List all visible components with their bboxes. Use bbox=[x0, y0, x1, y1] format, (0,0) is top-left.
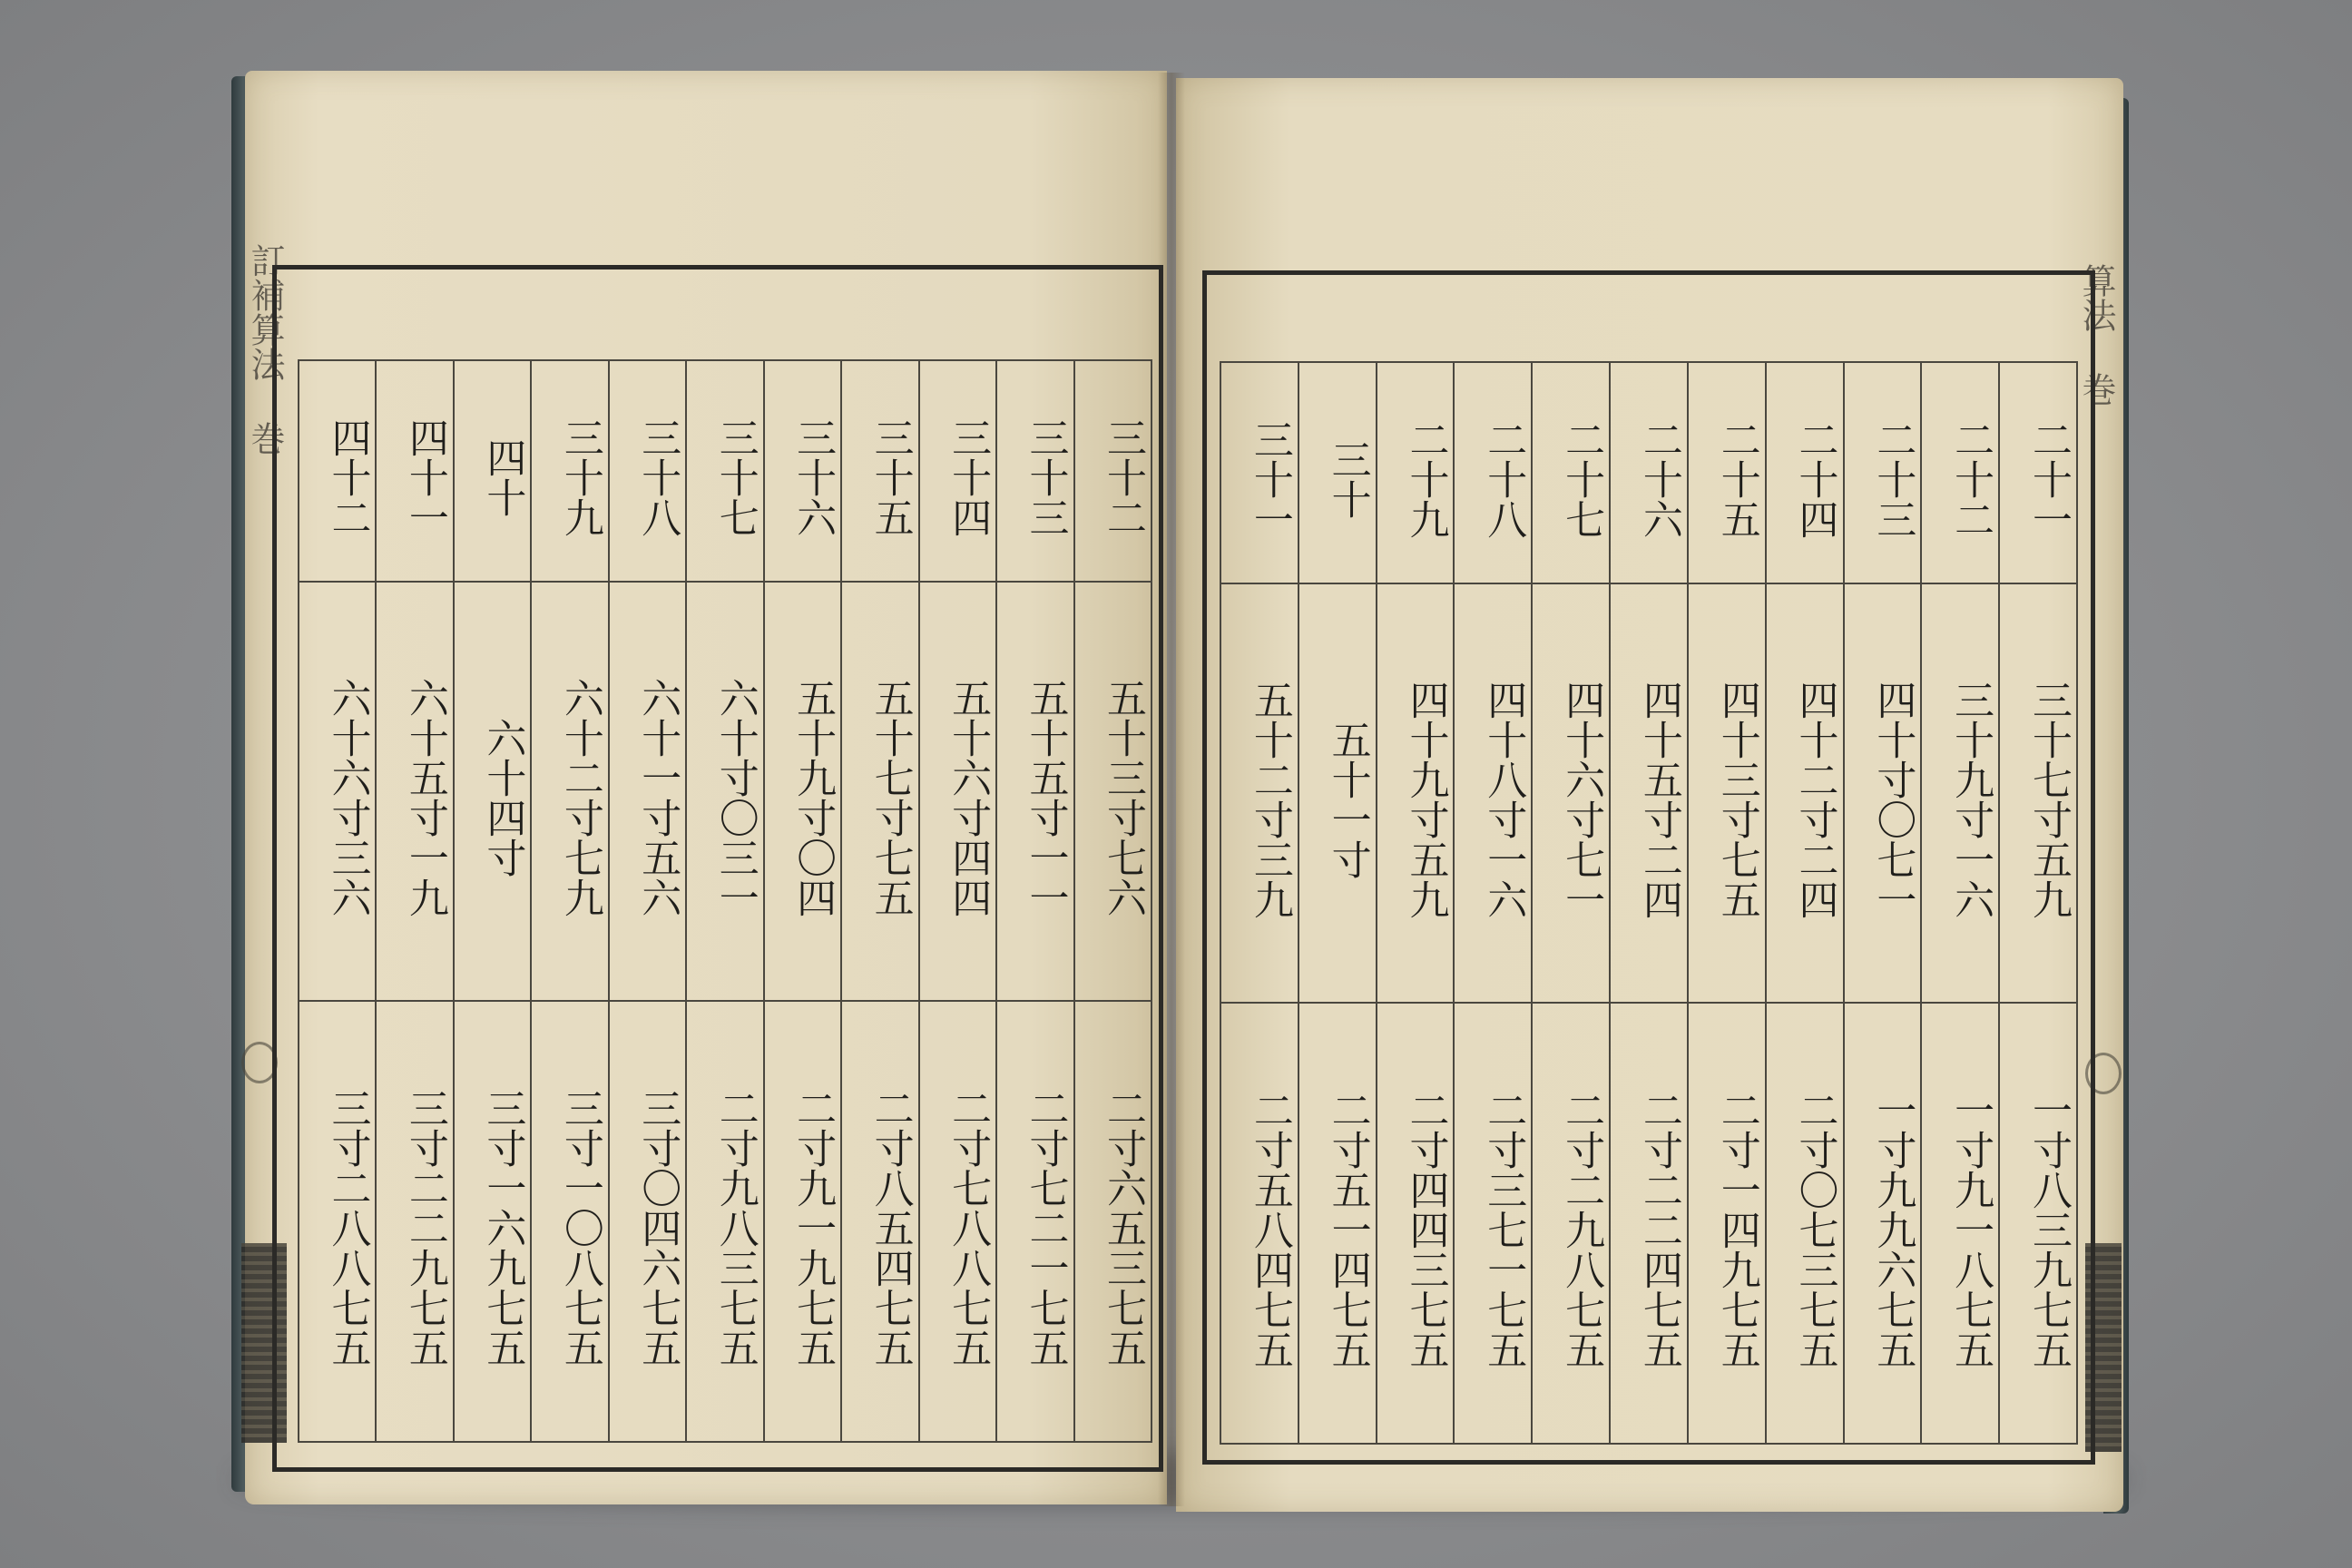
table-cell: 一寸九九六七五 bbox=[1844, 1003, 1922, 1444]
table-cell: 四十八寸一六 bbox=[1454, 583, 1532, 1003]
table-row-index bbox=[299, 360, 1152, 582]
table-cell: 二十三 bbox=[1844, 362, 1922, 583]
table-cell: 三十 bbox=[1298, 362, 1377, 583]
table-cell: 三十七寸五九 bbox=[1999, 583, 2077, 1003]
table-cell: 三十九 bbox=[531, 360, 608, 582]
table-cell: 三寸二八八七五 bbox=[299, 1001, 376, 1442]
table-cell: 四十九寸五九 bbox=[1377, 583, 1455, 1003]
table-cell: 二十二 bbox=[1921, 362, 1999, 583]
table-cell: 六十五寸一九 bbox=[376, 582, 453, 1001]
table-cell: 三寸一六九七五 bbox=[454, 1001, 531, 1442]
table-cell: 三十七 bbox=[686, 360, 763, 582]
table-cell: 三寸〇四六七五 bbox=[609, 1001, 686, 1442]
table-cell: 四十 bbox=[454, 360, 531, 582]
table-cell: 二寸一四九七五 bbox=[1688, 1003, 1766, 1444]
left-margin-title: 訂補算法 巻 bbox=[245, 243, 285, 456]
table-cell: 二十七 bbox=[1532, 362, 1610, 583]
table-row-value bbox=[299, 1001, 1152, 1442]
table-cell: 六十六寸三六 bbox=[299, 582, 376, 1001]
table-cell: 四十寸〇七一 bbox=[1844, 583, 1922, 1003]
table-cell: 二寸六五三七五 bbox=[1074, 1001, 1152, 1442]
table-cell: 二寸五一四七五 bbox=[1298, 1003, 1377, 1444]
table-cell: 三寸一〇八七五 bbox=[531, 1001, 608, 1442]
table-cell: 二十五 bbox=[1688, 362, 1766, 583]
table-cell: 二寸四四三七五 bbox=[1377, 1003, 1455, 1444]
table-cell: 二十四 bbox=[1766, 362, 1844, 583]
right-table bbox=[1220, 361, 2078, 1445]
table-cell: 二十一 bbox=[1999, 362, 2077, 583]
table-cell: 二寸二九八七五 bbox=[1532, 1003, 1610, 1444]
table-cell: 一寸八三九七五 bbox=[1999, 1003, 2077, 1444]
table-cell: 四十五寸二四 bbox=[1610, 583, 1688, 1003]
table-cell: 三寸二二九七五 bbox=[376, 1001, 453, 1442]
table-row-value bbox=[1220, 1003, 2077, 1444]
table-cell: 二寸二二四七五 bbox=[1610, 1003, 1688, 1444]
table-cell: 三十四 bbox=[919, 360, 996, 582]
right-margin-title: 算法 巻 bbox=[2076, 263, 2116, 407]
table-cell: 二寸八五四七五 bbox=[841, 1001, 918, 1442]
table-cell: 四十二寸二四 bbox=[1766, 583, 1844, 1003]
table-cell: 四十六寸七一 bbox=[1532, 583, 1610, 1003]
table-cell: 六十四寸 bbox=[454, 582, 531, 1001]
table-row-square bbox=[299, 582, 1152, 1001]
table-cell: 五十六寸四四 bbox=[919, 582, 996, 1001]
table-cell: 二十八 bbox=[1454, 362, 1532, 583]
table-cell: 三十九寸一六 bbox=[1921, 583, 1999, 1003]
table-cell: 六十二寸七九 bbox=[531, 582, 608, 1001]
table-cell: 二寸九八三七五 bbox=[686, 1001, 763, 1442]
table-cell: 六十一寸五六 bbox=[609, 582, 686, 1001]
table-cell: 四十二 bbox=[299, 360, 376, 582]
table-cell: 五十二寸三九 bbox=[1220, 583, 1298, 1003]
table-cell: 五十五寸一一 bbox=[996, 582, 1073, 1001]
table-cell: 五十一寸 bbox=[1298, 583, 1377, 1003]
table-cell: 二寸〇七三七五 bbox=[1766, 1003, 1844, 1444]
table-row-index bbox=[1220, 362, 2077, 583]
table-cell: 六十寸〇三一 bbox=[686, 582, 763, 1001]
table-cell: 二寸五八四七五 bbox=[1220, 1003, 1298, 1444]
table-cell: 三十八 bbox=[609, 360, 686, 582]
table-cell: 五十九寸〇四 bbox=[764, 582, 841, 1001]
table-row-square bbox=[1220, 583, 2077, 1003]
table-cell: 三十一 bbox=[1220, 362, 1298, 583]
table-cell: 五十三寸七六 bbox=[1074, 582, 1152, 1001]
table-cell: 三十五 bbox=[841, 360, 918, 582]
table-cell: 二十九 bbox=[1377, 362, 1455, 583]
table-cell: 四十一 bbox=[376, 360, 453, 582]
table-cell: 三十二 bbox=[1074, 360, 1152, 582]
table-cell: 二寸三七一七五 bbox=[1454, 1003, 1532, 1444]
table-cell: 二十六 bbox=[1610, 362, 1688, 583]
table-cell: 二寸七八八七五 bbox=[919, 1001, 996, 1442]
left-table bbox=[298, 359, 1152, 1443]
table-cell: 三十六 bbox=[764, 360, 841, 582]
table-cell: 一寸九一八七五 bbox=[1921, 1003, 1999, 1444]
table-cell: 二寸九一九七五 bbox=[764, 1001, 841, 1442]
table-cell: 四十三寸七五 bbox=[1688, 583, 1766, 1003]
table-cell: 二寸七二一七五 bbox=[996, 1001, 1073, 1442]
table-cell: 五十七寸七五 bbox=[841, 582, 918, 1001]
table-cell: 三十三 bbox=[996, 360, 1073, 582]
